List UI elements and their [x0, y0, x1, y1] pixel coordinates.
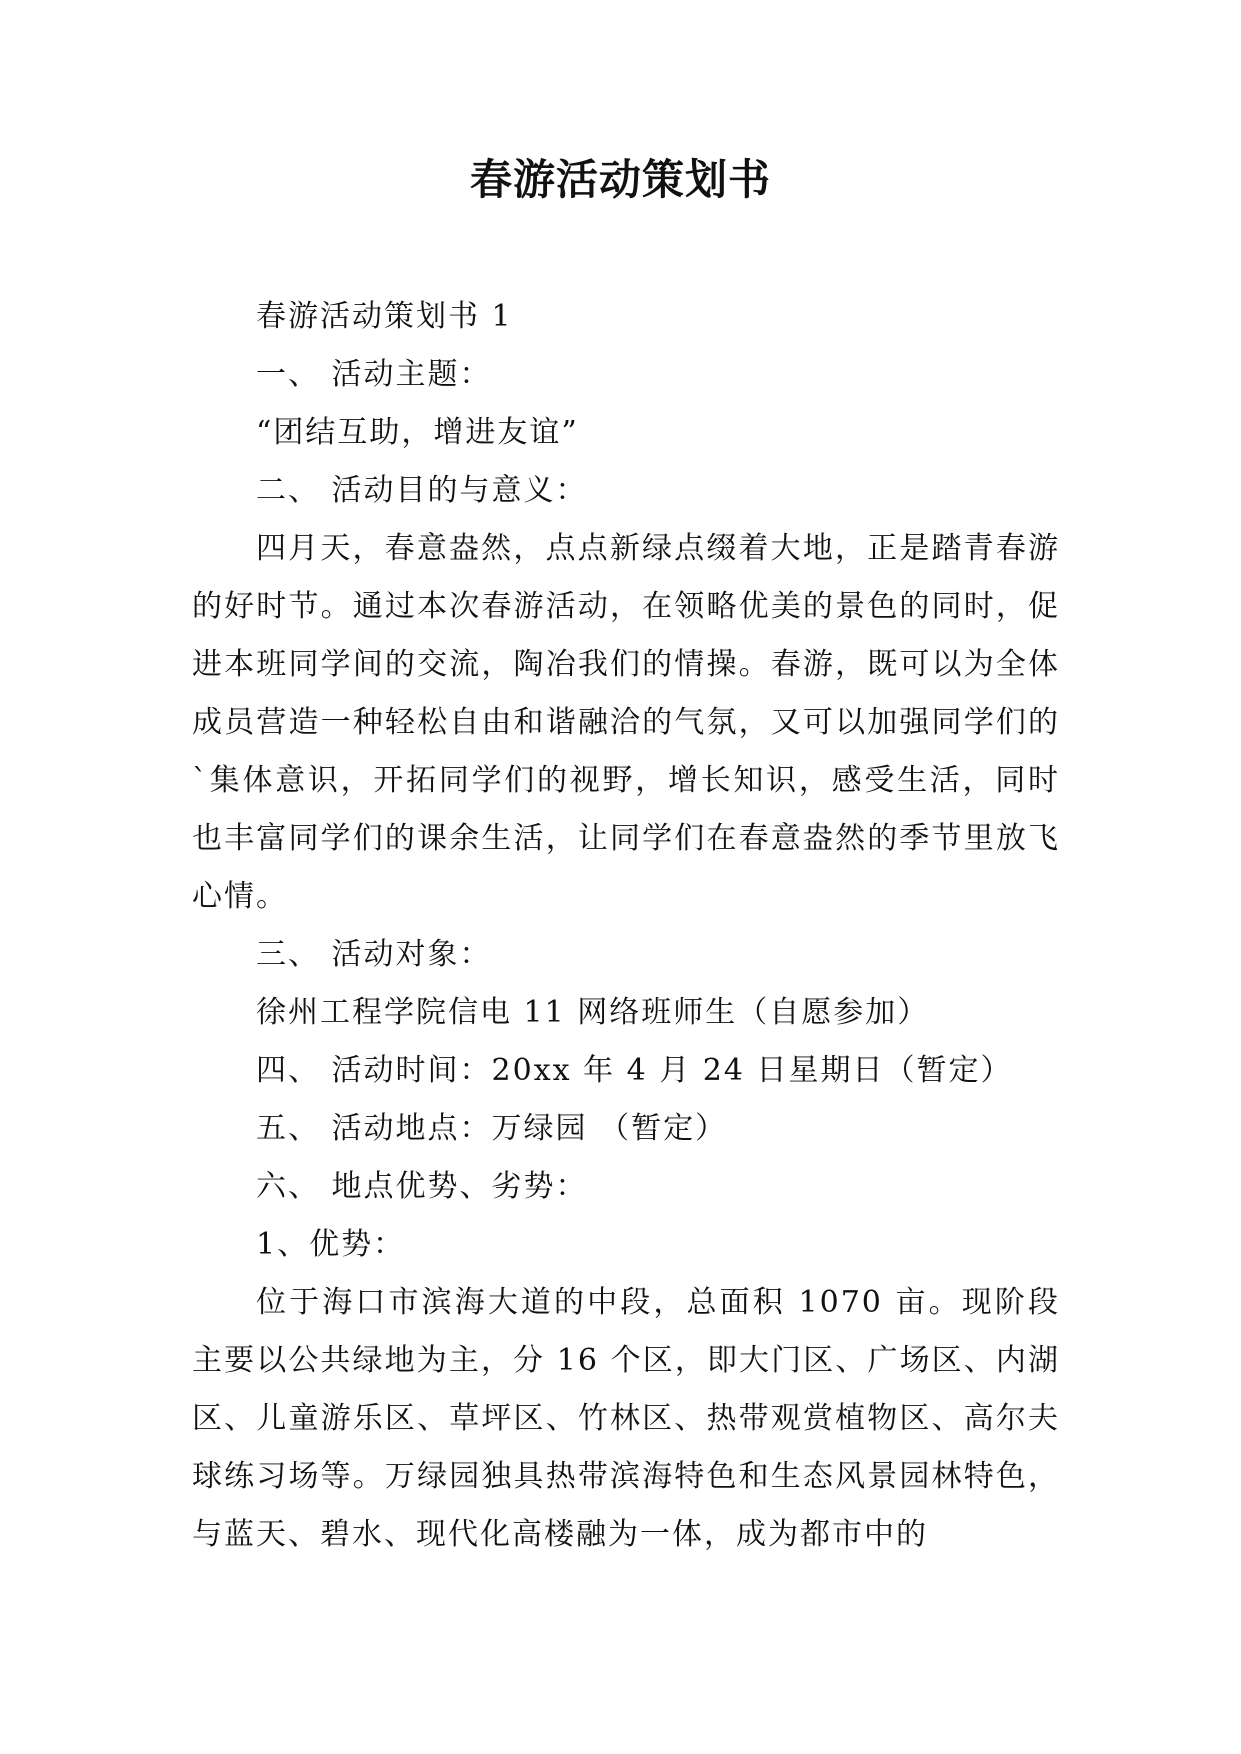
section-heading: 二、 活动目的与意义： [256, 473, 588, 508]
document-title: 春游活动策划书 [469, 155, 771, 204]
paragraph: “团结互助，增进友谊” [256, 415, 579, 450]
section-heading: 五、 活动地点：万绿园 （暂定） [256, 1111, 728, 1146]
section-heading: 一、 活动主题： [256, 357, 492, 392]
section-heading: 三、 活动对象： [256, 937, 492, 972]
document-body [192, 288, 1060, 1564]
section-heading: 1、优势： [256, 1227, 406, 1262]
section-heading: 六、 地点优势、劣势： [256, 1169, 588, 1204]
paragraph: 位于海口市滨海大道的中段，总面积 1070 亩。现阶段主要以公共绿地为主，分 16 个区，即大门区、广场区、内湖区、儿童游乐区、草坪区、竹林区、热带观赏植物区、高尔夫球练习场等。万绿园独具热带滨海特色和生态风景园林特色，与蓝天、碧水、现代化高楼融为一体，成为都市中的 [192, 1285, 1060, 1552]
paragraph: 徐州工程学院信电 11 网络班师生（自愿参加） [256, 995, 930, 1030]
section-heading: 春游活动策划书 1 [256, 299, 513, 334]
section-heading: 四、 活动时间：20xx 年 4 月 24 日星期日（暂定） [256, 1053, 1013, 1088]
paragraph: 四月天，春意盎然，点点新绿点缀着大地，正是踏青春游的好时节。通过本次春游活动，在领略优美的景色的同时，促进本班同学间的交流，陶冶我们的情操。春游，既可以为全体成员营造一种轻松自由和谐融洽的气氛，又可以加强同学们的`集体意识，开拓同学们的视野，增长知识，感受生活，同时也丰富同学们的课余生活，让同学们在春意盎然的季节里放飞心情。 [192, 531, 1060, 914]
